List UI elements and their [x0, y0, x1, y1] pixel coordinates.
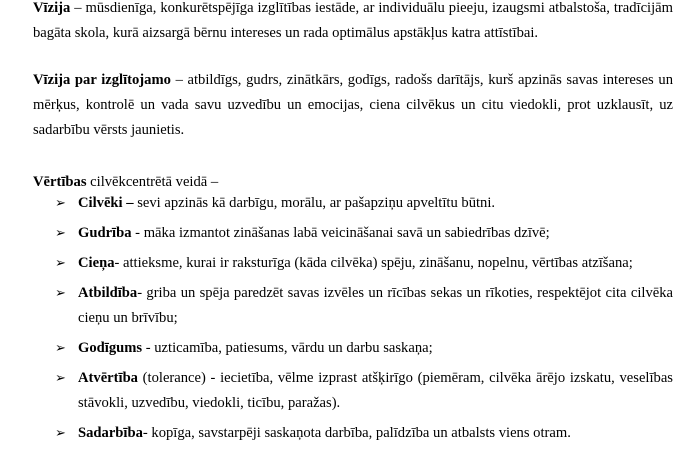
value-definition: - griba un spēja paredzēt savas izvēles un rīcības sekas un rīkoties, respektējot cita cilvēka cieņu un brīvību; — [78, 285, 673, 326]
arrow-bullet-icon: ➢ — [55, 256, 66, 271]
list-item — [55, 221, 673, 246]
values-heading: Vērtības — [33, 174, 87, 190]
list-item — [55, 251, 673, 276]
value-term: Cilvēki – — [78, 195, 134, 211]
list-item — [55, 366, 673, 416]
value-definition: - uzticamība, patiesums, vārdu un darbu saskaņa; — [142, 340, 433, 356]
arrow-bullet-icon: ➢ — [55, 226, 66, 241]
arrow-bullet-icon: ➢ — [55, 196, 66, 211]
list-item — [55, 336, 673, 361]
list-item — [55, 421, 673, 446]
value-term: Atvērtība — [78, 370, 138, 386]
value-definition: - attieksme, kurai ir raksturīga (kāda cilvēka) spēju, zināšanu, nopelnu, vērtības atzīšana; — [114, 255, 633, 271]
values-list — [55, 191, 673, 451]
value-definition: sevi apzinās kā darbīgu, morālu, ar pašapziņu apveltītu būtni. — [133, 195, 496, 211]
arrow-bullet-icon: ➢ — [55, 426, 66, 441]
value-definition: - kopīga, savstarpēji saskaņota darbība, palīdzība un atbalsts viens otram. — [142, 425, 571, 441]
vision-paragraph — [33, 0, 673, 46]
student-vision-paragraph — [33, 68, 673, 143]
list-item — [55, 191, 673, 216]
values-intro-text: cilvēkcentrētā veidā – — [86, 174, 219, 190]
arrow-bullet-icon: ➢ — [55, 371, 66, 386]
value-definition: - māka izmantot zināšanas labā veicināšanai savā un sabiedrības dzīvē; — [131, 225, 550, 241]
value-term: Cieņa — [78, 255, 115, 271]
vision-text: – mūsdienīga, konkurētspējīga izglītības iestāde, ar individuālu pieeju, izaugsmi atbalstoša, tradīcijām bagāta skola, kurā aizsargā bērnu intereses un rada optimālus apstākļus katra attīstībai. — [33, 0, 673, 41]
value-term: Atbildība — [78, 285, 138, 301]
student-vision-heading: Vīzija par izglītojamo — [33, 72, 171, 88]
value-term: Godīgums — [78, 340, 143, 356]
value-term: Sadarbība — [78, 425, 143, 441]
value-definition: (tolerance) - iecietība, vēlme izprast atšķirīgo (piemēram, cilvēka ārējo izskatu, veselības stāvokli, uzvedību, viedokli, ticību, paražas). — [78, 370, 673, 411]
vision-heading: Vīzija — [33, 0, 71, 16]
list-item — [55, 281, 673, 331]
value-term: Gudrība — [78, 225, 132, 241]
arrow-bullet-icon: ➢ — [55, 286, 66, 301]
arrow-bullet-icon: ➢ — [55, 341, 66, 356]
student-vision-text: – atbildīgs, gudrs, zinātkārs, godīgs, radošs darītājs, kurš apzinās savas intereses un mērķus, kontrolē un vada savu uzvedību un emocijas, ciena cilvēkus un citu viedokli, prot uzklausīt, uz sadarbību vērsts jaunietis. — [33, 72, 673, 138]
